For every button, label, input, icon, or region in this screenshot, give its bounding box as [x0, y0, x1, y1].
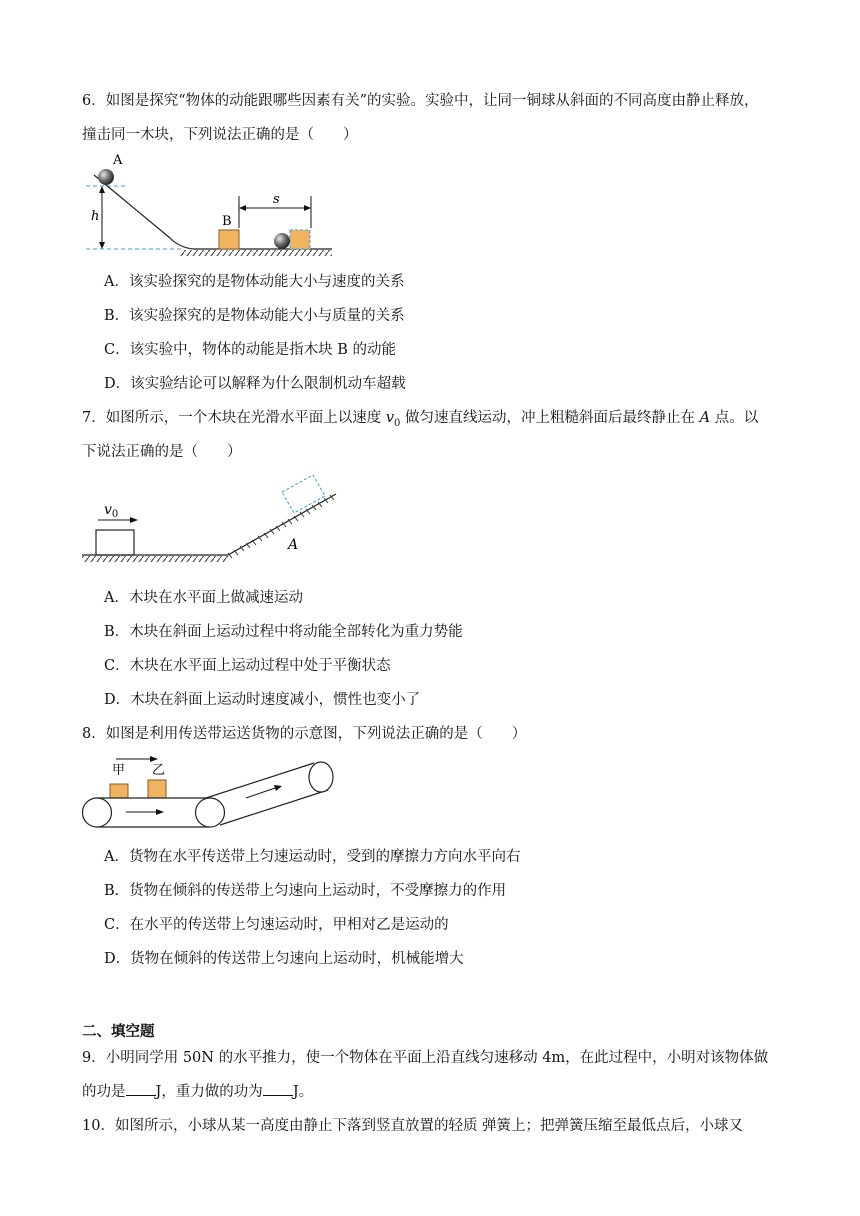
block-at-a-dashed [282, 475, 325, 513]
q6-option-a: A．该实验探究的是物体动能大小与速度的关系 [104, 274, 405, 290]
q7-option-c: C．木块在水平面上运动过程中处于平衡状态 [104, 658, 391, 674]
ball-after-impact [274, 233, 290, 249]
q8-option-d: D．货物在倾斜的传送带上匀速向上运动时，机械能增大 [104, 951, 464, 967]
inclined-belt-arrow [246, 787, 278, 798]
label-h: h [91, 209, 100, 224]
cargo-yi [148, 780, 166, 798]
block-b-moved [290, 230, 310, 249]
label-a: A [113, 153, 123, 168]
rough-slope [228, 494, 336, 555]
q7-stem-line2: 下说法正确的是（ ） [82, 444, 242, 460]
roller-middle [196, 798, 225, 827]
q9-stem-line1: 9．小明同学用 50N 的水平推力，使一个物体在平面上沿直线匀速移动 4m，在此过程中，小明对该物体做 [82, 1050, 769, 1066]
section-fill-in-title: 二、填空题 [82, 1023, 155, 1040]
roller-left [83, 798, 112, 827]
roller-top [309, 762, 333, 792]
q7-figure-slope [82, 470, 344, 570]
q6-figure-incline [82, 148, 342, 258]
label-a-point: A [288, 537, 299, 553]
q6-option-c: C．该实验中，物体的动能是指木块 B 的动能 [104, 342, 396, 358]
q9-blank-1[interactable] [126, 1083, 156, 1096]
label-b: B [222, 214, 232, 229]
q7-option-d: D．木块在斜面上运动时速度减小，惯性也变小了 [104, 692, 421, 708]
q8-figure-conveyor [82, 748, 340, 834]
wooden-block [96, 530, 134, 555]
label-s: s [273, 192, 280, 207]
q7-option-b: B．木块在斜面上运动过程中将动能全部转化为重力势能 [104, 624, 463, 640]
q8-option-a: A．货物在水平传送带上匀速运动时，受到的摩擦力方向水平向右 [104, 849, 521, 865]
q9-stem-line2: 的功是 J，重力做的功为 J。 [82, 1084, 314, 1100]
q6-stem-line1: 6．如图是探究“物体的动能跟哪些因素有关”的实验。实验中，让同一铜球从斜面的不同高度由静止释放， [82, 93, 759, 109]
q6-option-b: B．该实验探究的是物体动能大小与质量的关系 [104, 308, 405, 324]
q9-blank-2[interactable] [263, 1083, 293, 1096]
q10-stem-line1: 10．如图所示，小球从某一高度由静止下落到竖直放置的轻质 弹簧上；把弹簧压缩至最低点后，小球又 [82, 1118, 744, 1134]
label-v0: $v_0$ [104, 502, 119, 520]
q7-stem-line1: 7．如图所示，一个木块在光滑水平面上以速度 $v_0$ 做匀速直线运动，冲上粗糙斜面后最终静止在 A 点。以 [82, 410, 759, 429]
q8-stem-line1: 8．如图是利用传送带运送货物的示意图，下列说法正确的是（ ） [82, 726, 527, 742]
ground-hatching [180, 250, 332, 256]
q6-stem-line2: 撞击同一木块，下列说法正确的是（ ） [82, 127, 358, 143]
label-jia: 甲 [112, 763, 126, 778]
ball-a [98, 169, 114, 185]
q8-option-b: B．货物在倾斜的传送带上匀速向上运动时，不受摩擦力的作用 [104, 883, 507, 899]
q8-option-c: C．在水平的传送带上匀速运动时，甲相对乙是运动的 [104, 917, 449, 933]
label-yi: 乙 [152, 763, 166, 778]
cargo-jia [110, 784, 128, 798]
q6-option-d: D．该实验结论可以解释为什么限制机动车超载 [104, 376, 406, 392]
block-b [219, 230, 239, 249]
q7-option-a: A．木块在水平面上做减速运动 [104, 590, 303, 606]
